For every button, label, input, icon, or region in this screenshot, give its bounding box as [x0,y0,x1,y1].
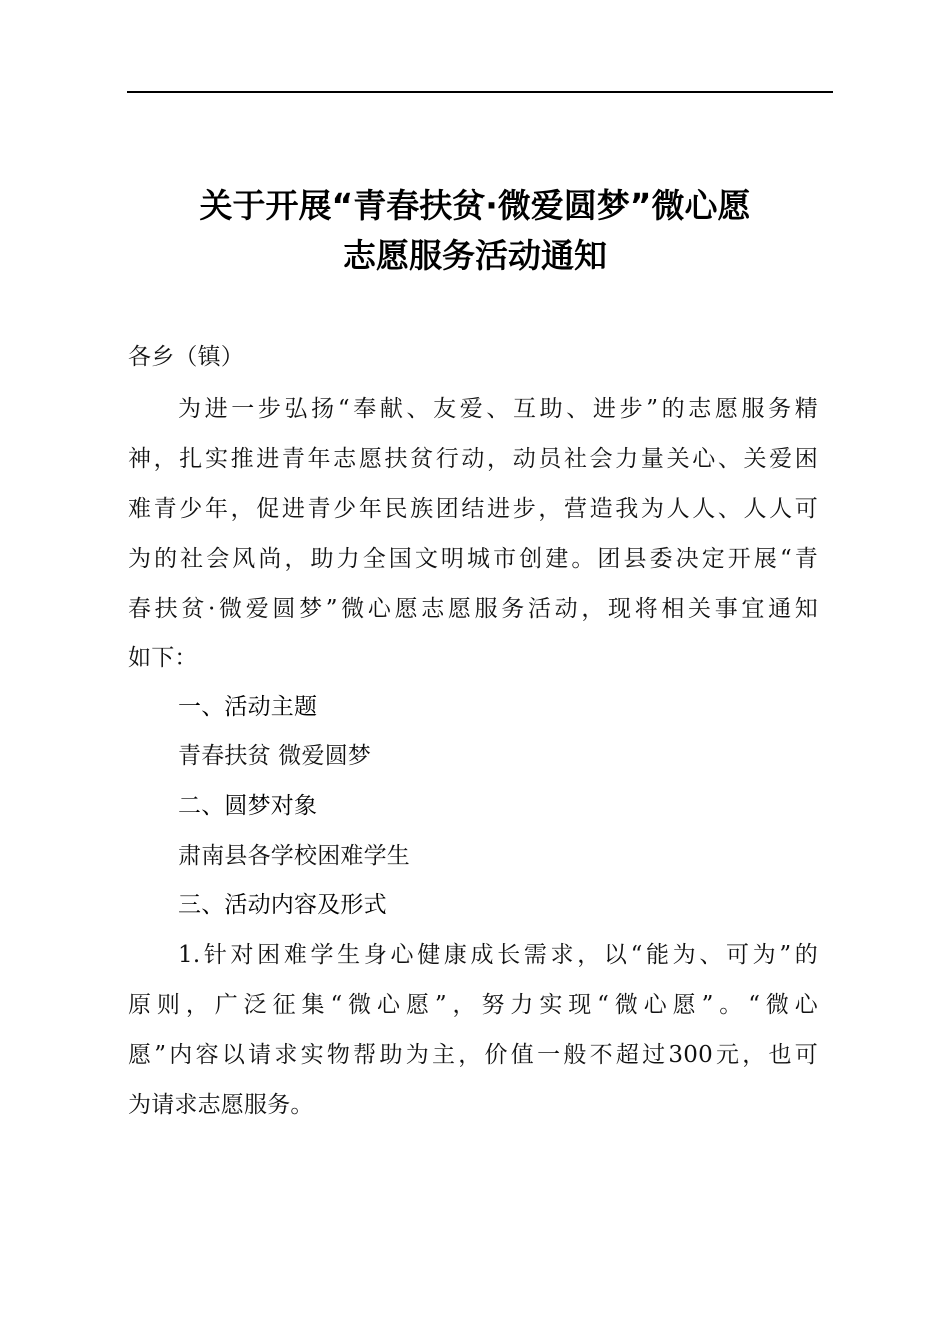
item-1-line: 1.针对困难学生身心健康成长需求，以“能为、可为”的 [178,942,818,968]
intro-line: 如下： [128,645,198,671]
intro-line: 春扶贫·微爱圆梦”微心愿志愿服务活动，现将相关事宜通知 [128,596,818,622]
section-body-targets: 肃南县各学校困难学生 [178,843,410,869]
section-body-theme: 青春扶贫 微爱圆梦 [178,743,372,769]
section-heading-targets: 二、圆梦对象 [178,793,318,819]
intro-line: 神，扎实推进青年志愿扶贫行动，动员社会力量关心、关爱困 [128,446,818,472]
item-1-line: 为请求志愿服务。 [128,1092,314,1118]
section-heading-theme: 一、活动主题 [178,694,318,720]
intro-line: 难青少年，促进青少年民族团结进步，营造我为人人、人人可 [128,496,818,522]
item-1-line: 愿”内容以请求实物帮助为主，价值一般不超过300元，也可 [128,1042,818,1068]
document-title-line-1: 关于开展“青春扶贫·微爱圆梦”微心愿 [199,186,751,225]
salutation: 各乡（镇） [128,344,244,370]
header-rule [127,91,833,93]
section-heading-content: 三、活动内容及形式 [178,892,387,918]
document-title-line-2: 志愿服务活动通知 [343,236,607,275]
item-1-line: 原则，广泛征集“微心愿”，努力实现“微心愿”。“微心 [128,992,818,1018]
intro-line: 为的社会风尚，助力全国文明城市创建。团县委决定开展“青 [128,546,818,572]
intro-line: 为进一步弘扬“奉献、友爱、互助、进步”的志愿服务精 [178,396,818,422]
